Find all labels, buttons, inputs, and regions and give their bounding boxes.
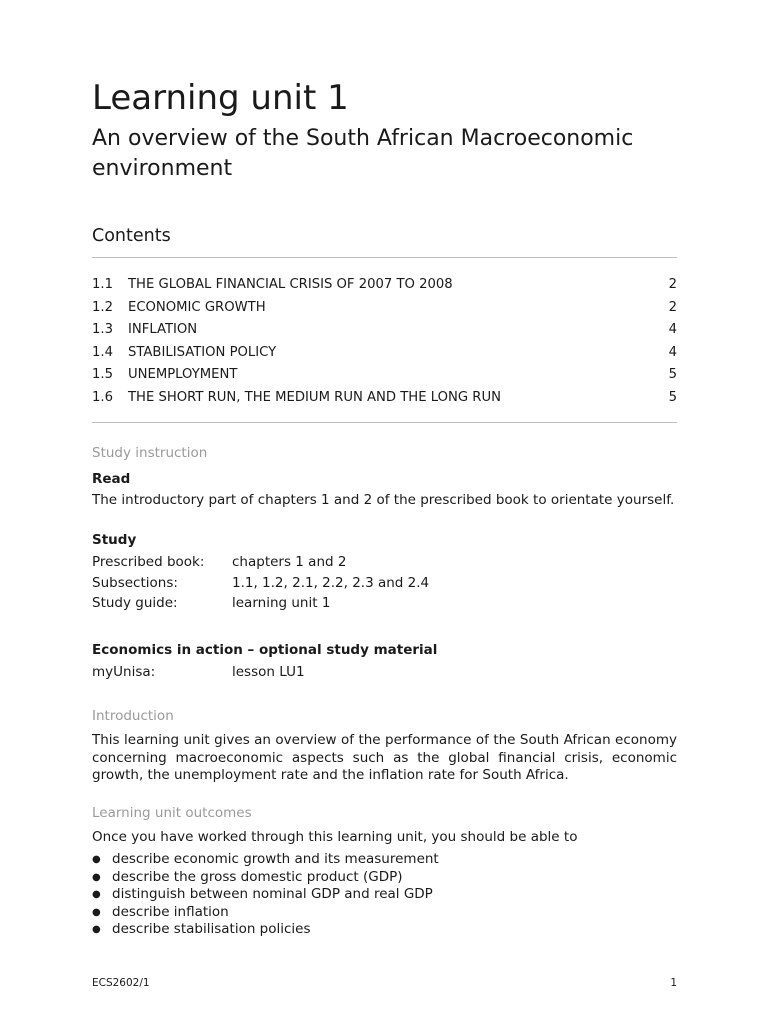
bullet-icon: ● <box>92 889 101 901</box>
bullet-icon: ● <box>92 871 101 883</box>
table-of-contents <box>92 274 677 410</box>
outcomes-label: Learning unit outcomes <box>92 805 252 821</box>
toc-entry-page: 5 <box>668 389 677 405</box>
introduction-text: This learning unit gives an overview of the performance of the South African economy concerning macroeconomic aspects such as the global financial crisis, economic growth, the unemployment rate and the inflation rate for South Africa. <box>92 732 677 784</box>
study-heading: Study <box>92 532 137 548</box>
toc-entry[interactable] <box>92 274 677 297</box>
outcome-item <box>92 904 677 922</box>
toc-entry[interactable] <box>92 342 677 365</box>
toc-entry[interactable] <box>92 387 677 410</box>
optional-material-row <box>92 662 677 683</box>
outcomes-intro: Once you have worked through this learning unit, you should be able to <box>92 829 578 845</box>
toc-entry-number: 1.1 <box>92 277 113 292</box>
study-detail-row <box>92 573 677 594</box>
study-detail-key: Study guide: <box>92 595 178 612</box>
toc-entry-page: 4 <box>668 344 677 360</box>
toc-entry-page: 2 <box>668 299 677 315</box>
study-detail-key: Prescribed book: <box>92 554 205 570</box>
outcome-text: distinguish between nominal GDP and real GDP <box>112 886 433 903</box>
contents-bottom-divider <box>92 422 677 423</box>
optional-material-value: lesson LU1 <box>232 664 305 680</box>
toc-entry-title: THE GLOBAL FINANCIAL CRISIS OF 2007 TO 2008 <box>128 277 453 292</box>
outcome-item <box>92 851 677 869</box>
page-title: Learning unit 1 <box>92 78 349 118</box>
page-subtitle: An overview of the South African Macroeconomic environment <box>92 126 634 181</box>
contents-top-divider <box>92 257 677 258</box>
optional-material-key: myUnisa: <box>92 664 156 680</box>
toc-entry[interactable] <box>92 364 677 387</box>
toc-entry[interactable] <box>92 297 677 320</box>
study-detail-key: Subsections: <box>92 574 178 591</box>
toc-entry-page: 5 <box>668 367 677 383</box>
outcome-text: describe stabilisation policies <box>112 921 311 938</box>
study-instruction-label: Study instruction <box>92 445 208 461</box>
contents-heading: Contents <box>92 226 171 246</box>
toc-entry-title: UNEMPLOYMENT <box>128 367 238 383</box>
toc-entry-title: ECONOMIC GROWTH <box>128 299 266 315</box>
read-text: The introductory part of chapters 1 and 2 of the prescribed book to orientate yourself. <box>92 492 675 508</box>
toc-entry-number: 1.4 <box>92 344 113 360</box>
outcome-text: describe inflation <box>112 903 229 920</box>
outcome-item <box>92 886 677 904</box>
outcome-text: describe economic growth and its measurement <box>112 851 439 867</box>
outcomes-list <box>92 851 677 939</box>
outcome-item <box>92 869 677 887</box>
bullet-icon: ● <box>92 924 101 936</box>
toc-entry-title: INFLATION <box>128 322 198 338</box>
toc-entry-number: 1.3 <box>92 322 113 338</box>
toc-entry-title: STABILISATION POLICY <box>128 344 277 360</box>
optional-material-details <box>92 662 677 683</box>
read-heading: Read <box>92 471 131 487</box>
outcome-text: describe the gross domestic product (GDP) <box>112 868 403 885</box>
footer-module-code: ECS2602/1 <box>92 977 150 989</box>
toc-entry-title: THE SHORT RUN, THE MEDIUM RUN AND THE LONG RUN <box>128 389 501 405</box>
toc-entry-number: 1.6 <box>92 389 113 405</box>
bullet-icon: ● <box>92 854 101 865</box>
study-detail-row <box>92 593 677 614</box>
footer-page-number: 1 <box>670 977 677 989</box>
study-detail-value: learning unit 1 <box>232 595 331 612</box>
toc-entry[interactable] <box>92 319 677 342</box>
optional-material-heading: Economics in action – optional study material <box>92 642 438 658</box>
study-detail-value: 1.1, 1.2, 2.1, 2.2, 2.3 and 2.4 <box>232 574 430 591</box>
introduction-label: Introduction <box>92 708 174 724</box>
study-details <box>92 552 677 614</box>
bullet-icon: ● <box>92 906 101 918</box>
toc-entry-number: 1.2 <box>92 299 113 315</box>
toc-entry-page: 2 <box>668 277 677 292</box>
study-detail-row <box>92 552 677 573</box>
study-detail-value: chapters 1 and 2 <box>232 554 347 570</box>
toc-entry-number: 1.5 <box>92 367 113 383</box>
outcome-item <box>92 921 677 939</box>
toc-entry-page: 4 <box>668 322 677 338</box>
